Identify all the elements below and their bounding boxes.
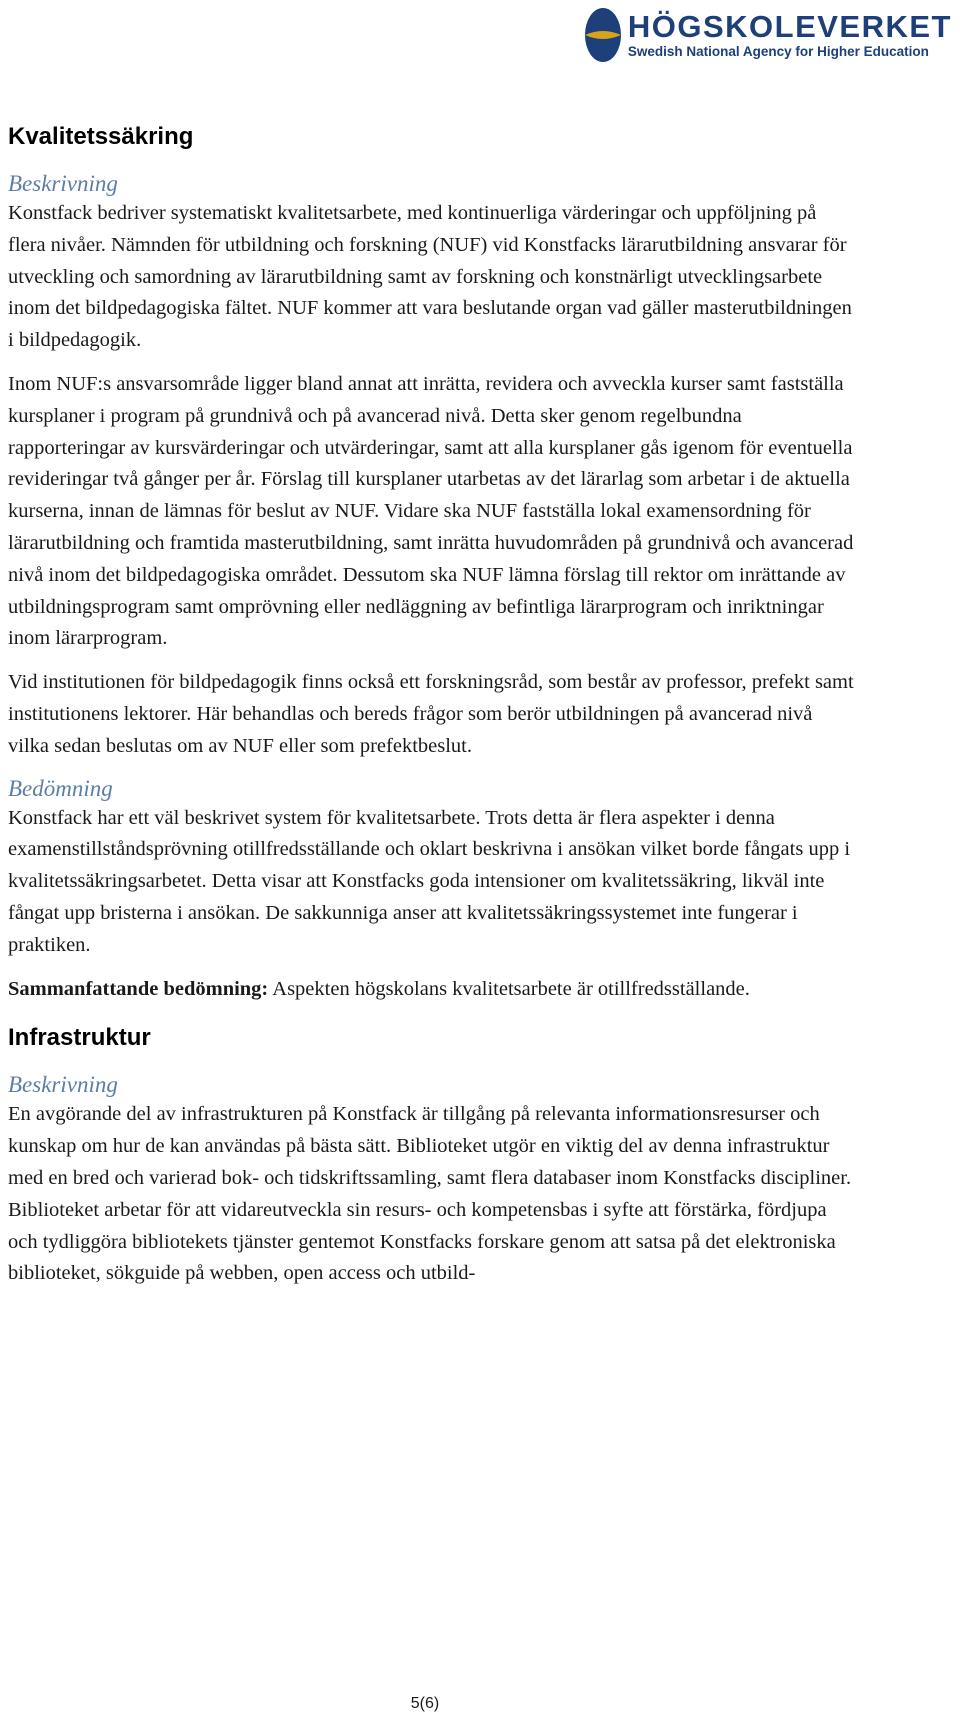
subheading-bedomning: Bedömning [8, 775, 113, 801]
logo-name: HÖGSKOLEVERKET [627, 9, 952, 44]
paragraph: Konstfack har ett väl beskrivet system för kvalitetsarbete. Trots detta är flera aspekter i denna examenstillståndsprövning otillfredsställande och oklart beskrivna i ansökan vilket borde fångats upp i kvalitetssäkringsarbetet. Detta visar att Konstfacks goda intensioner om kvalitetssäkring, likväl inte fångat upp bristerna i ansökan. De sakkunniga anser att kvalitetssäkringssystemet inte fungerar i praktiken. [8, 806, 851, 956]
summary-text: Aspekten högskolans kvalitetsarbete är otillfredsställande. [272, 977, 750, 1000]
paragraph: En avgörande del av infrastrukturen på Konstfack är tillgång på relevanta informationsresurser och kunskap om hur de kan användas på bästa sätt. Biblioteket utgör en viktig del av denna infrastruktur med en bred och varierad bok- och tidskriftssamling, samt flera databaser inom Konstfacks discipliner. Biblioteket arbetar för att vidareutveckla sin resurs- och kompetensbas i syfte att förstärka, fördjupa och tydliggöra bibliotekets tjänster gentemot Konstfacks forskare genom att satsa på det elektroniska biblioteket, sökguide på webben, open access och utbild- [8, 1103, 852, 1285]
document-body [8, 122, 858, 1302]
section-title-infrastruktur: Infrastruktur [8, 1024, 151, 1052]
logo-subtitle: Swedish National Agency for Higher Education [627, 44, 929, 59]
section-title-kvalitetssakring: Kvalitetssäkring [8, 123, 194, 150]
paragraph: Inom NUF:s ansvarsområde ligger bland annat att inrätta, revidera och avveckla kurser samt fastställa kursplaner i program på grundnivå och på avancerad nivå. Detta sker genom regelbundna rapporteringar av kursvärderingar och utvärderingar, samt att alla kursplaner gås igenom för eventuella revideringar två gånger per år. Förslag till kursplaner utarbetas av det lärarlag som arbetar i de aktuella kurserna, innan de lämnas för beslut av NUF. Vidare ska NUF fastställa lokal examensordning för lärarutbildning och framtida masterutbildning, samt inrätta huvudområden på grundnivå och avancerad nivå inom det bildpedagogiska området. Dessutom ska NUF lämna förslag till rektor om inrättande av utbildningsprogram samt omprövning eller nedläggning av befintliga lärarprogram och inriktningar inom lärarprogram. [8, 372, 854, 650]
subheading-beskrivning: Beskrivning [8, 171, 118, 196]
paragraph: Konstfack bedriver systematiskt kvalitetsarbete, med kontinuerliga värderingar och uppföljning på flera nivåer. Nämnden för utbildning och forskning (NUF) vid Konstfacks lärarutbildning ansvarar för utveckling och samordning av lärarutbildning samt av forskning och konstnärligt utvecklingsarbete inom det bildpedagogiska fältet. NUF kommer att vara beslutande organ vad gäller masterutbildningen i bildpedagogik. [8, 202, 852, 352]
paragraph: Vid institutionen för bildpedagogik finns också ett forskningsråd, som består av professor, prefekt samt institutionens lektorer. Här behandlas och bereds frågor som berör utbildningen på avancerad nivå vilka sedan beslutas om av NUF eller som prefektbeslut. [8, 671, 854, 757]
page-number: 5(6) [410, 1695, 440, 1712]
subheading-beskrivning: Beskrivning [8, 1072, 118, 1098]
logo-emblem-icon [584, 6, 622, 64]
summary-label: Sammanfattande bedömning: [8, 977, 269, 1000]
agency-logo [584, 6, 952, 64]
summary-assessment [8, 974, 858, 1006]
